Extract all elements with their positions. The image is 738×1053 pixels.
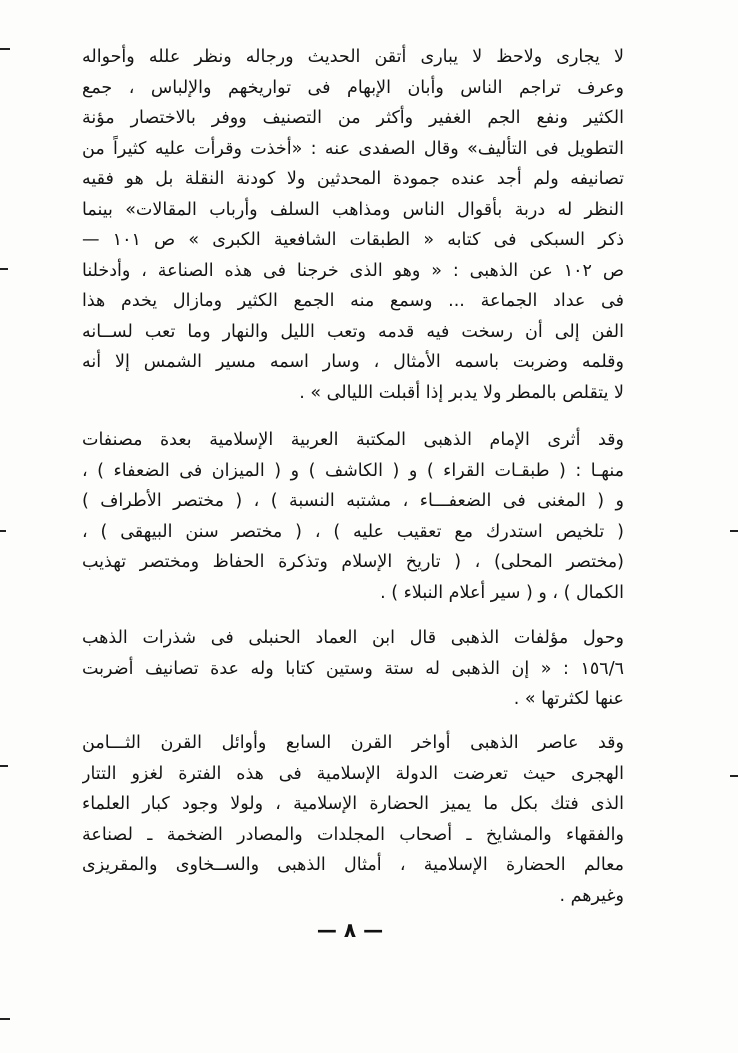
text-line: فى عداد الجماعة ... وسمع منه الجمع الكثير ومازال يخدم هذا [82, 291, 624, 311]
text-line: وعرف تراجم الناس وأبان الإبهام فى تواريخهم والإلباس ، جمع [82, 77, 624, 98]
text-line: الكثير ونفع الجم الغفير وأكثر من التصنيف ووفر بالاختصار مؤنة [82, 108, 624, 128]
text-line: الذى فتك بكل ما يميز الحضارة الإسلامية ، ولولا وجود كبار العلماء [82, 794, 624, 814]
text-line: وحول مؤلفات الذهبى قال ابن العماد الحنبلى فى شذرات الذهب [82, 628, 624, 648]
text-line: وقد عاصر الذهبى أواخر القرن السابع وأوائل القرن الثـــامن [82, 733, 624, 753]
text-line: والفقهاء والمشايخ ـ أصحاب المجلدات والمصادر الضخمة ـ لصناعة [82, 824, 624, 845]
paragraph-ibn-al-imad-quote [82, 623, 624, 715]
text-line: وقلمه وضربت باسمه الأمثال ، وسار اسمه مسير الشمس إلا أنه [82, 352, 624, 372]
text-line: و ( المغنى فى الضعفـــاء ، مشتبه النسبة ) ، ( مختصر الأطراف ) [82, 491, 624, 511]
scan-edge-mark [0, 765, 8, 767]
text-line: منهـا : ( طبقـات القراء ) و ( الكاشف ) و ( الميزان فى الضعفاء ) ، [82, 460, 624, 481]
text-line: التطويل فى التأليف» وقال الصفدى عنه : «أخذت وقرأت عليه كثيراً من [82, 138, 624, 159]
text-line: تصانيفه ولم أجد عنده جمودة المحدثين ولا كودنة النقلة بل هو فقيه [82, 169, 624, 189]
text-line: ١٥٦/٦ : « إن الذهبى له ستة وستين كتابا وله عدة تصانيف أضربت [82, 658, 624, 679]
scan-edge-mark [730, 530, 738, 532]
text-line: الهجرى حيث تعرضت الدولة الإسلامية فى هذه الفترة لغزو التتار [82, 763, 624, 784]
text-line: ذكر السبكى فى كتابه « الطبقات الشافعية الكبرى » ص ١٠١ — [82, 230, 624, 250]
scan-edge-mark [0, 268, 8, 270]
text-line: وقد أثرى الإمام الذهبى المكتبة العربية الإسلامية بعدة مصنفات [82, 430, 624, 450]
text-line: لا يجارى ولاحظ لا يبارى أتقن الحديث ورجاله ونظر علله وأحواله [82, 47, 624, 67]
text-line: (مختصر المحلى) ، ( تاريخ الإسلام وتذكرة الحفاظ ومختصر تهذيب [82, 552, 624, 572]
text-line: معالم الحضارة الإسلامية ، أمثال الذهبى والســخاوى والمقريزى [82, 855, 624, 875]
paragraph-works-list [82, 425, 624, 608]
text-line: ( تلخيص استدرك مع تعقيب عليه ) ، ( مختصر سنن البيهقى ) ، [82, 521, 624, 542]
paragraph-dhahabi-praise [82, 42, 624, 408]
text-line: لا يتقلص بالمطر ولا يدبر إذا أقبلت الليالى » . [299, 382, 624, 403]
text-line: عنها لكثرتها » . [513, 689, 624, 709]
text-line: الفن إلى أن رسخت فيه قدمه وتعب الليل والنهار وما تعب لســانه [82, 321, 624, 342]
text-line: وغيرهم . [559, 885, 624, 906]
page-number: — ٨ — [316, 918, 384, 942]
text-line: الكمال ) ، و ( سير أعلام النبلاء ) . [380, 582, 624, 603]
paragraph-historical-context [82, 728, 624, 911]
text-line: النظر له دربة بأقوال الناس ومذاهب السلف وأرباب المقالات» بينما [82, 199, 624, 220]
scan-edge-mark [0, 48, 10, 50]
scan-edge-mark [0, 1018, 10, 1020]
scan-edge-mark [730, 775, 738, 777]
scan-edge-mark [0, 530, 6, 532]
text-line: ص ١٠٢ عن الذهبى : « وهو الذى خرجنا فى هذه الصناعة ، وأدخلنا [82, 260, 624, 281]
